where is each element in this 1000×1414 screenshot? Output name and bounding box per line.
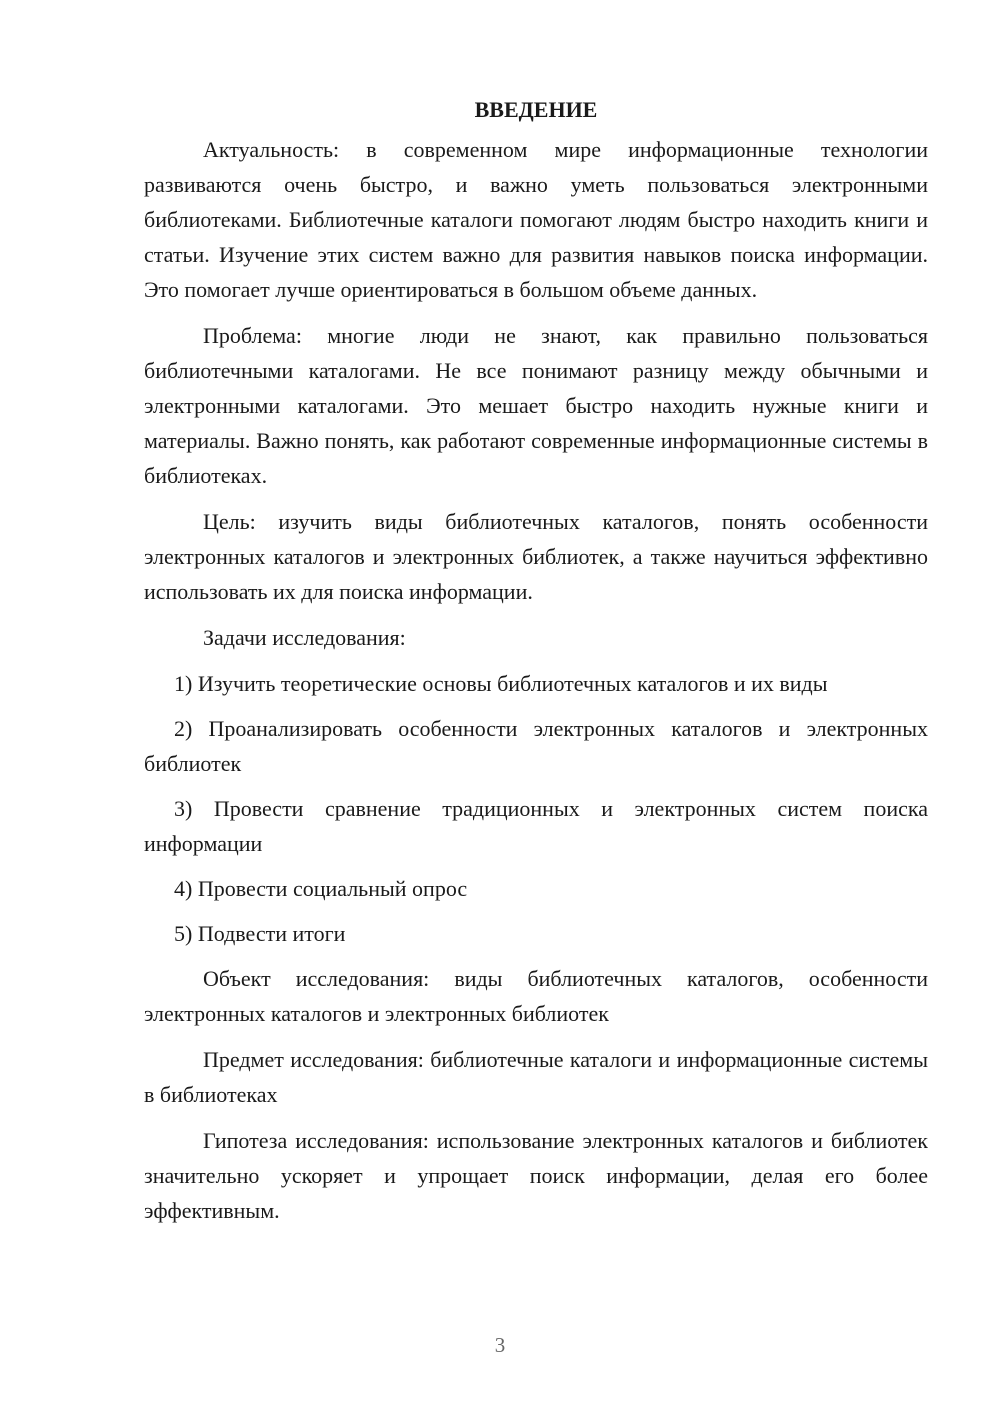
paragraph-relevance: Актуальность: в современном мире информационные технологии развиваются очень быстро, и важно уметь пользоваться электронными библиотеками. Библиотечные каталоги помогают людям быстро находить книги и статьи. Изучение этих систем важно для развития навыков поиска информации. Это помогает лучше ориентироваться в большом объеме данных.: [144, 137, 928, 302]
task-item-4: 4) Провести социальный опрос: [174, 876, 468, 901]
paragraph-problem: Проблема: многие люди не знают, как правильно пользоваться библиотечными каталогами. Не все понимают разницу между обычными и электронными каталогами. Это мешает быстро находить нужные книги и материалы. Важно понять, как работают современные информационные системы в библиотеках.: [144, 323, 928, 488]
task-item-2: 2) Проанализировать особенности электронных каталогов и электронных библиотек: [144, 716, 928, 776]
paragraph-subject: Предмет исследования: библиотечные каталоги и информационные системы в библиотеках: [144, 1047, 928, 1107]
page-number: 3: [494, 1333, 506, 1357]
task-item-1: 1) Изучить теоретические основы библиотечных каталогов и их виды: [174, 671, 828, 696]
section-title: ВВЕДЕНИЕ: [474, 97, 598, 122]
paragraph-hypothesis: Гипотеза исследования: использование электронных каталогов и библиотек значительно ускоряет и упрощает поиск информации, делая его более эффективным.: [144, 1128, 928, 1223]
task-item-5: 5) Подвести итоги: [174, 921, 346, 946]
task-item-3: 3) Провести сравнение традиционных и электронных систем поиска информации: [144, 796, 928, 856]
page-content: [144, 90, 928, 1239]
paragraph-object: Объект исследования: виды библиотечных каталогов, особенности электронных каталогов и электронных библиотек: [144, 966, 928, 1026]
paragraph-goal: Цель: изучить виды библиотечных каталогов, понять особенности электронных каталогов и электронных библиотек, а также научиться эффективно использовать их для поиска информации.: [144, 509, 928, 604]
tasks-heading: Задачи исследования:: [203, 625, 406, 650]
